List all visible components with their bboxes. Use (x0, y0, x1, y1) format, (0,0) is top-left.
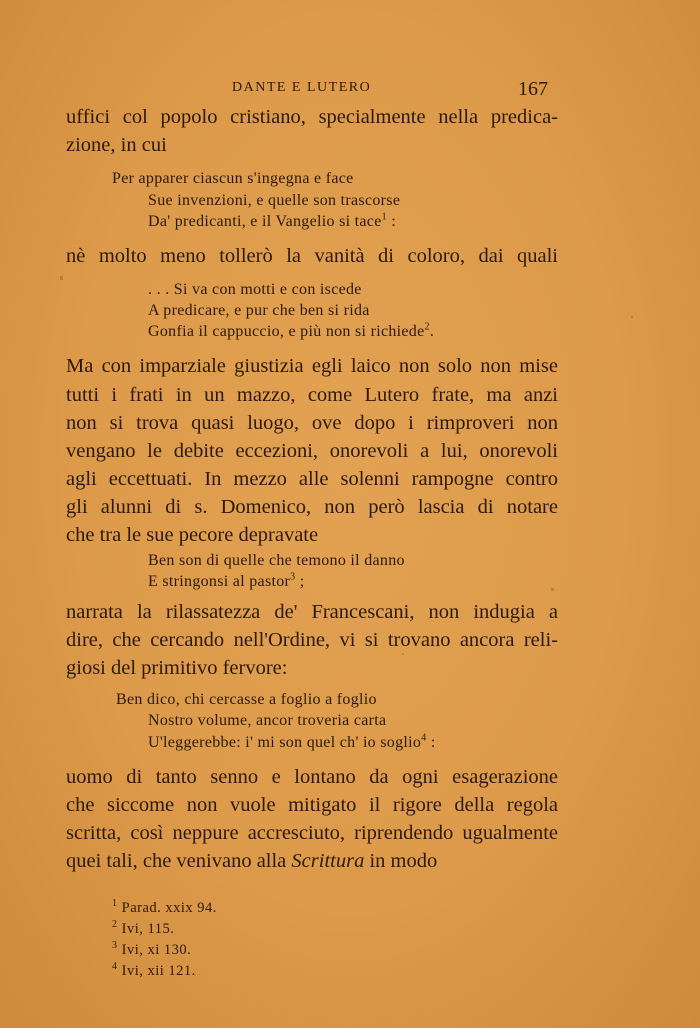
verse-line: E stringonsi al pastor$^3$ ; (148, 571, 305, 590)
text-line: non si trova quasi luogo, ove dopo i rimproveri non (66, 412, 558, 434)
verse-line: Gonfia il cappuccio, e più non si richiede$^2$. (148, 321, 435, 340)
paper-speck (402, 653, 404, 655)
footnote-ref: 3 (290, 571, 296, 583)
text-line: uffici col popolo cristiano, specialmente nella predica- (66, 106, 558, 128)
text-line: tutti i frati in un mazzo, come Lutero frate, ma anzi (66, 384, 558, 406)
running-title: DANTE E LUTERO (232, 80, 372, 95)
text-line: gli alunni di s. Domenico, non però lascia di notare (66, 496, 558, 518)
text-line: uomo di tanto senno e lontano da ogni esagerazione (66, 766, 558, 788)
paper-speck (551, 588, 554, 591)
text-line: vengano le debite eccezioni, onorevoli a lui, onorevoli (66, 440, 558, 462)
footnote-ref: 1 (381, 211, 387, 223)
text-line: scritta, così neppure accresciuto, riprendendo ugualmente (66, 822, 558, 844)
verse-line: U'leggerebbe: i' mi son quel ch' io soglio$^4$ : (148, 732, 436, 751)
footnote: $^4$ Ivi, xii 121. (112, 961, 196, 979)
footnote-ref: 4 (421, 732, 427, 744)
italic-word: Scrittura (291, 850, 365, 872)
verse-line: Ben dico, chi cercasse a foglio a foglio (116, 691, 377, 708)
text-line: che siccome non vuole mitigato il rigore della regola (66, 794, 558, 816)
verse-line: . . . Si va con motti e con iscede (148, 281, 362, 298)
text-line: Ma con imparziale giustizia egli laico non solo non mise (66, 355, 558, 377)
footnote: $^1$ Parad. xxix 94. (112, 898, 217, 916)
verse-line: Sue invenzioni, e quelle son trascorse (148, 192, 401, 209)
verse-line: Per apparer ciascun s'ingegna e face (112, 170, 354, 187)
verse-line: Nostro volume, ancor troveria carta (148, 712, 387, 729)
verse-line: Da' predicanti, e il Vangelio si tace$^1$ : (148, 211, 396, 230)
text-line: nè molto meno tollerò la vanità di coloro, dai quali (66, 245, 558, 267)
text-line: giosi del primitivo fervore: (66, 657, 288, 679)
text-line: zione, in cui (66, 134, 167, 156)
text-line: dire, che cercando nell'Ordine, vi si trovano ancora reli- (66, 629, 558, 651)
text-line: quei tali, che venivano alla Scrittura in modo (66, 850, 438, 872)
page-number: 167 (518, 78, 548, 100)
footnote-ref: 2 (424, 321, 430, 333)
footnote: $^3$ Ivi, xi 130. (112, 940, 192, 958)
text-line: che tra le sue pecore depravate (66, 524, 319, 546)
footnote: $^2$ Ivi, 115. (112, 919, 175, 937)
paper-speck (631, 316, 633, 318)
verse-line: Ben son di quelle che temono il danno (148, 552, 405, 569)
text-line: agli eccettuati. In mezzo alle solenni rampogne contro (66, 468, 558, 490)
verse-line: A predicare, e pur che ben si rida (148, 302, 370, 319)
page-header (0, 78, 700, 102)
paper-speck (60, 276, 63, 280)
text-line: narrata la rilassatezza de' Francescani, non indugia a (66, 601, 558, 623)
